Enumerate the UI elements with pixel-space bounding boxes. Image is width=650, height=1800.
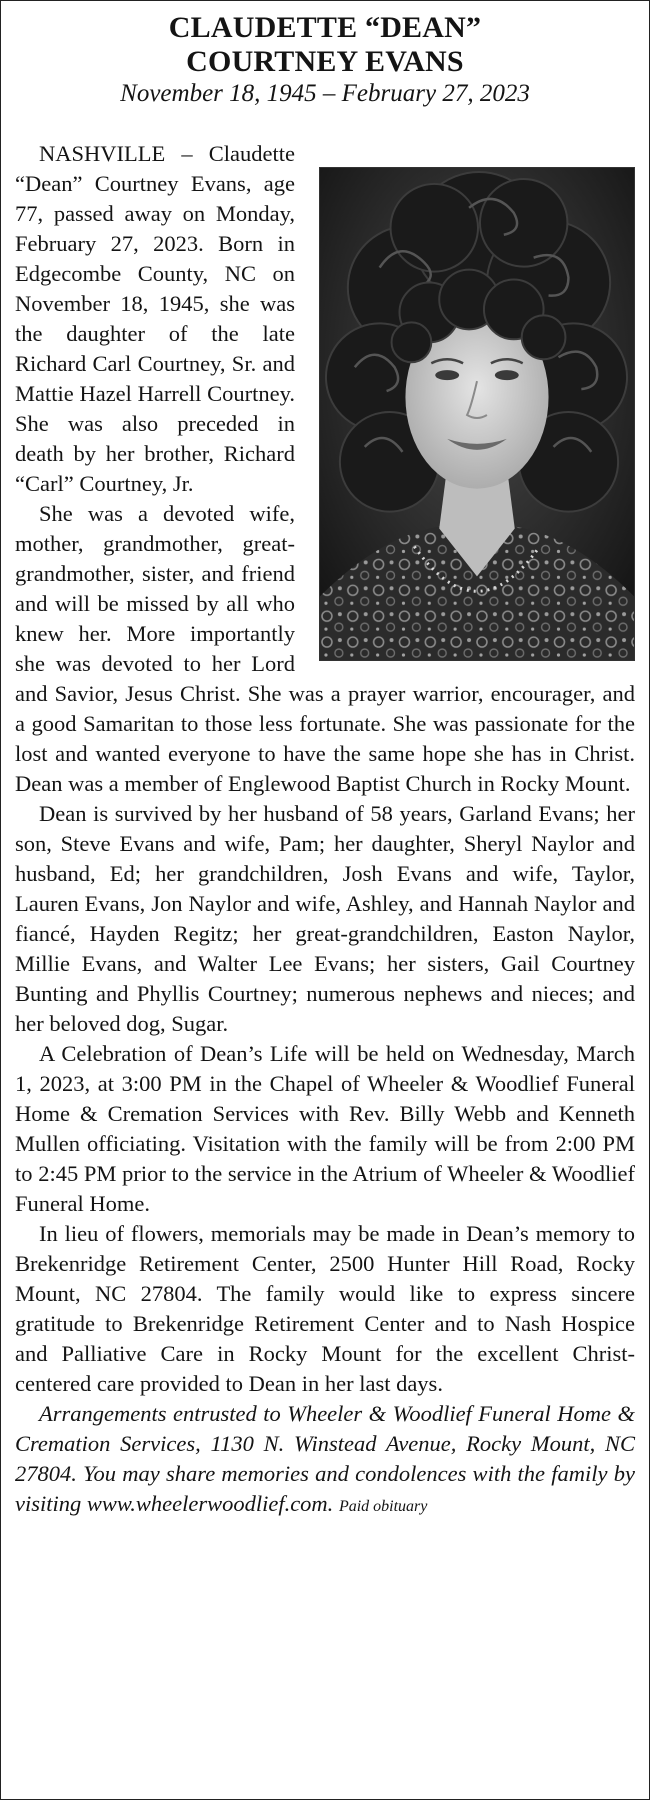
- paragraph-announcement: NASHVILLE – Claudette “Dean” Courtney Evans, age 77, passed away on Monday, February 27, 2023. Born in Edgecombe County, NC on November 18, 1945, she was the daughter of the late Richard Carl Courtney, Sr. and Mattie Hazel Harrell Courtney. She was also preceded in death by her brother, Richard “Carl” Courtney, Jr.: [15, 141, 295, 496]
- name-line-2: COURTNEY EVANS: [186, 45, 464, 78]
- paragraph-survivors: Dean is survived by her husband of 58 years, Garland Evans; her son, Steve Evans and wife, Pam; her daughter, Sheryl Naylor and husband, Ed; her grandchildren, Josh Evans and wife, Taylor, Lauren Evans, Jon Naylor and wife, Ashley, and Hannah Naylor and fiancé, Hayden Regitz; her great-grandchildren, Easton Naylor, Millie Evans, and Walter Lee Evans; her sisters, Gail Courtney Bunting and Phyllis Courtney; numerous nephews and nieces; and her beloved dog, Sugar.: [15, 801, 635, 1036]
- paragraph-memorials: In lieu of flowers, memorials may be made in Dean’s memory to Brekenridge Retirement Center, 2500 Hunter Hill Road, Rocky Mount, NC 27804. The family would like to express sincere gratitude to Brekenridge Retirement Center and to Nash Hospice and Palliative Care in Rocky Mount for the excellent Christ-centered care provided to Dean in her last days.: [15, 1221, 635, 1396]
- obituary-body: [15, 139, 635, 1522]
- paid-obituary-label: Paid obituary: [338, 1498, 428, 1515]
- life-dates: November 18, 1945 – February 27, 2023: [120, 80, 530, 107]
- obituary-name: [15, 11, 635, 79]
- paragraph-arrangements: [15, 1399, 635, 1522]
- arrangements-text: Arrangements entrusted to Wheeler & Woodlief Funeral Home & Cremation Services, 1130 N. Winstead Avenue, Rocky Mount, NC 27804. You may share memories and condolences with the family by visiting www.wheelerwoodlief.com.: [15, 1401, 635, 1516]
- paragraph-character: She was a devoted wife, mother, grandmother, great-grandmother, sister, and friend and will be missed by all who knew her. More importantly she was devoted to her Lord and Savior, Jesus Christ. She was a prayer warrior, encourager, and a good Samaritan to those less fortunate. She was passionate for the lost and wanted everyone to have the same hope she has in Christ. Dean was a member of Englewood Baptist Church in Rocky Mount.: [15, 501, 635, 796]
- name-line-1: CLAUDETTE “DEAN”: [168, 11, 482, 44]
- portrait-photo-icon: [320, 168, 634, 660]
- portrait-photo: [319, 167, 635, 661]
- paragraph-service: A Celebration of Dean’s Life will be held on Wednesday, March 1, 2023, at 3:00 PM in the Chapel of Wheeler & Woodlief Funeral Home & Cremation Services with Rev. Billy Webb and Kenneth Mullen officiating. Visitation with the family will be from 2:00 PM to 2:45 PM prior to the service in the Atrium of Wheeler & Woodlief Funeral Home.: [15, 1041, 635, 1216]
